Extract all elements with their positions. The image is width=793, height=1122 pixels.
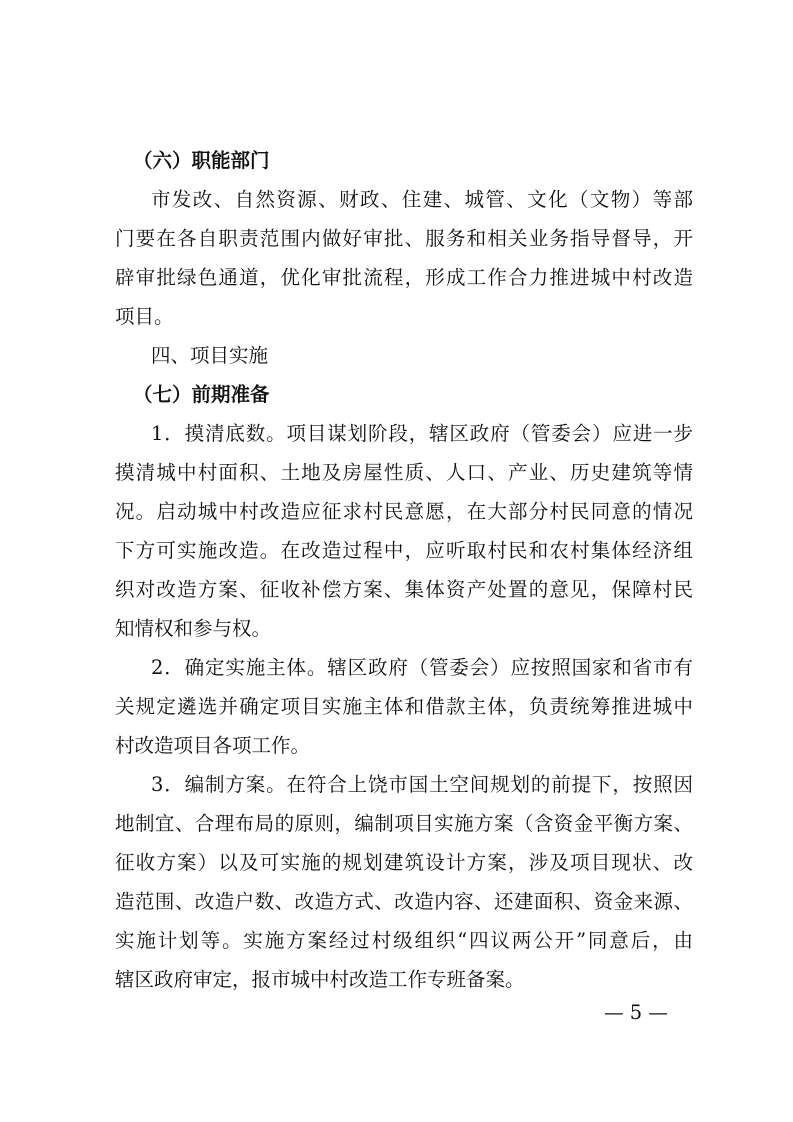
section-heading-functional-departments: （六）职能部门 (133, 149, 270, 172)
section-heading-preliminary-preparation: （七）前期准备 (133, 383, 270, 406)
chapter-heading-project-implementation: 四、项目实施 (151, 344, 269, 367)
paragraph-line: 项目。 (115, 305, 174, 328)
paragraph-line: 2．确定实施主体。辖区政府（管委会）应按照国家和省市有 (151, 656, 693, 679)
paragraph-item-1 (115, 414, 693, 648)
paragraph-item-3 (115, 765, 693, 999)
paragraph-line: 征收方案）以及可实施的规划建筑设计方案，涉及项目现状、改 (115, 851, 693, 874)
page-number: — 5 — (604, 1001, 668, 1024)
paragraph-line: 织对改造方案、征收补偿方案、集体资产处置的意见，保障村民 (115, 578, 693, 601)
document-body (115, 141, 693, 999)
paragraph-line: 门要在各自职责范围内做好审批、服务和相关业务指导督导，开 (115, 227, 693, 250)
paragraph-line: 地制宜、合理布局的原则，编制项目实施方案（含资金平衡方案、 (115, 812, 693, 835)
paragraph-line: 知情权和参与权。 (115, 617, 272, 640)
paragraph-line: 1．摸清底数。项目谋划阶段，辖区政府（管委会）应进一步 (151, 422, 693, 445)
paragraph-line: 造范围、改造户数、改造方式、改造内容、还建面积、资金来源、 (115, 890, 693, 913)
paragraph-line: 市发改、自然资源、财政、住建、城管、文化（文物）等部 (151, 188, 693, 211)
paragraph-functional-departments (115, 180, 693, 336)
paragraph-line: 辟审批绿色通道，优化审批流程，形成工作合力推进城中村改造 (115, 266, 693, 289)
paragraph-line: 摸清城中村面积、土地及房屋性质、人口、产业、历史建筑等情 (115, 461, 693, 484)
paragraph-item-2 (115, 648, 693, 765)
paragraph-line: 3．编制方案。在符合上饶市国土空间规划的前提下，按照因 (151, 773, 693, 796)
paragraph-line: 下方可实施改造。在改造过程中，应听取村民和农村集体经济组 (115, 539, 693, 562)
paragraph-line: 况。启动城中村改造应征求村民意愿，在大部分村民同意的情况 (115, 500, 693, 523)
paragraph-line: 辖区政府审定，报市城中村改造工作专班备案。 (115, 968, 525, 991)
paragraph-line: 关规定遴选并确定项目实施主体和借款主体，负责统筹推进城中 (115, 695, 693, 718)
paragraph-line: 实施计划等。实施方案经过村级组织“四议两公开”同意后，由 (115, 929, 693, 952)
paragraph-line: 村改造项目各项工作。 (115, 734, 311, 757)
